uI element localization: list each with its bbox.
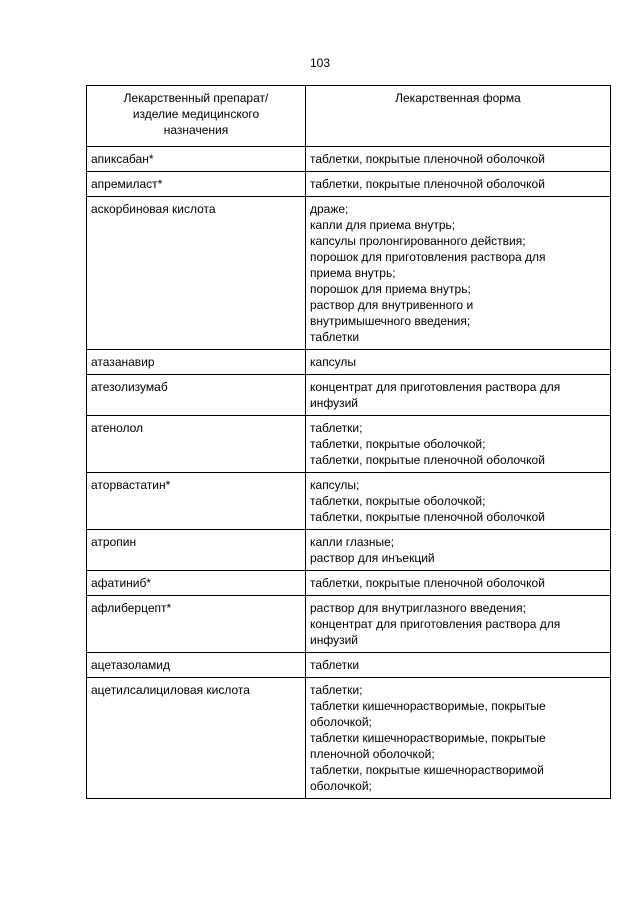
dosage-form-line: таблетки, покрытые пленочной оболочкой [310,576,545,590]
table-row [87,416,611,473]
dosage-form-cell [306,678,611,799]
drug-table [86,85,611,799]
dosage-form-cell [306,147,611,172]
table-row [87,678,611,799]
dosage-form-line: таблетки; [310,421,363,435]
dosage-form-line: раствор для внутривенного и [310,298,474,312]
drug-name-cell: аторвастатин* [87,473,306,530]
table-row [87,172,611,197]
dosage-form-line: таблетки, покрытые пленочной оболочкой [310,152,545,166]
table-body [87,147,611,799]
table-header-row [87,86,611,147]
table-row [87,653,611,678]
dosage-form-line: оболочкой; [310,715,372,729]
drug-name-cell: апиксабан* [87,147,306,172]
drug-name-cell: апремиласт* [87,172,306,197]
dosage-form-line: оболочкой; [310,779,372,793]
dosage-form-line: капсулы [310,355,357,369]
header-drug-line: изделие медицинского [132,107,260,121]
table-row [87,350,611,375]
dosage-form-line: концентрат для приготовления раствора для [310,617,561,631]
dosage-form-line: порошок для приготовления раствора для [310,250,546,264]
dosage-form-line: пленочной оболочкой; [310,747,435,761]
header-drug-line: Лекарственный препарат/ [123,91,269,105]
dosage-form-line: таблетки [310,330,360,344]
dosage-form-line: таблетки кишечнорастворимые, покрытые [310,731,546,745]
dosage-form-line: порошок для приема внутрь; [310,282,471,296]
drug-name-cell: атенолол [87,416,306,473]
table-row [87,571,611,596]
dosage-form-cell [306,416,611,473]
dosage-form-cell [306,530,611,571]
drug-name-cell: ацетазоламид [87,653,306,678]
dosage-form-cell [306,596,611,653]
table-row [87,197,611,350]
dosage-form-cell [306,172,611,197]
dosage-form-line: таблетки кишечнорастворимые, покрытые [310,699,546,713]
header-form [306,86,611,147]
header-drug-line: назначения [163,123,229,137]
table-row [87,473,611,530]
dosage-form-cell [306,653,611,678]
table-row [87,596,611,653]
drug-name-cell: атезолизумаб [87,375,306,416]
dosage-form-cell [306,571,611,596]
table-row [87,147,611,172]
dosage-form-line: таблетки, покрытые оболочкой; [310,494,486,508]
dosage-form-line: концентрат для приготовления раствора для [310,380,561,394]
dosage-form-line: таблетки, покрытые пленочной оболочкой [310,510,545,524]
dosage-form-line: внутримышечного введения; [310,314,471,328]
dosage-form-line: капли глазные; [310,535,395,549]
drug-name-cell: афатиниб* [87,571,306,596]
dosage-form-line: капсулы; [310,478,360,492]
dosage-form-line: приема внутрь; [310,266,396,280]
dosage-form-line: таблетки, покрытые пленочной оболочкой [310,177,545,191]
dosage-form-cell [306,197,611,350]
table-row [87,375,611,416]
dosage-form-cell [306,375,611,416]
drug-name-cell: ацетилсалициловая кислота [87,678,306,799]
dosage-form-line: капсулы пролонгированного действия; [310,234,526,248]
page-number: 103 [309,56,331,70]
table-row [87,530,611,571]
drug-name-cell: атропин [87,530,306,571]
header-form-label: Лекарственная форма [395,91,521,105]
dosage-form-line: таблетки, покрытые пленочной оболочкой [310,453,545,467]
dosage-form-line: таблетки [310,658,360,672]
drug-name-cell: атазанавир [87,350,306,375]
dosage-form-line: раствор для инъекций [310,551,435,565]
dosage-form-line: инфузий [310,396,358,410]
dosage-form-line: раствор для внутриглазного введения; [310,601,526,615]
dosage-form-line: капли для приема внутрь; [310,218,456,232]
dosage-form-line: инфузий [310,633,358,647]
drug-name-cell: аскорбиновая кислота [87,197,306,350]
header-drug [87,86,306,147]
dosage-form-cell [306,350,611,375]
dosage-form-line: драже; [310,202,349,216]
dosage-form-line: таблетки; [310,683,363,697]
drug-name-cell: афлиберцепт* [87,596,306,653]
dosage-form-cell [306,473,611,530]
dosage-form-line: таблетки, покрытые кишечнорастворимой [310,763,544,777]
dosage-form-line: таблетки, покрытые оболочкой; [310,437,486,451]
